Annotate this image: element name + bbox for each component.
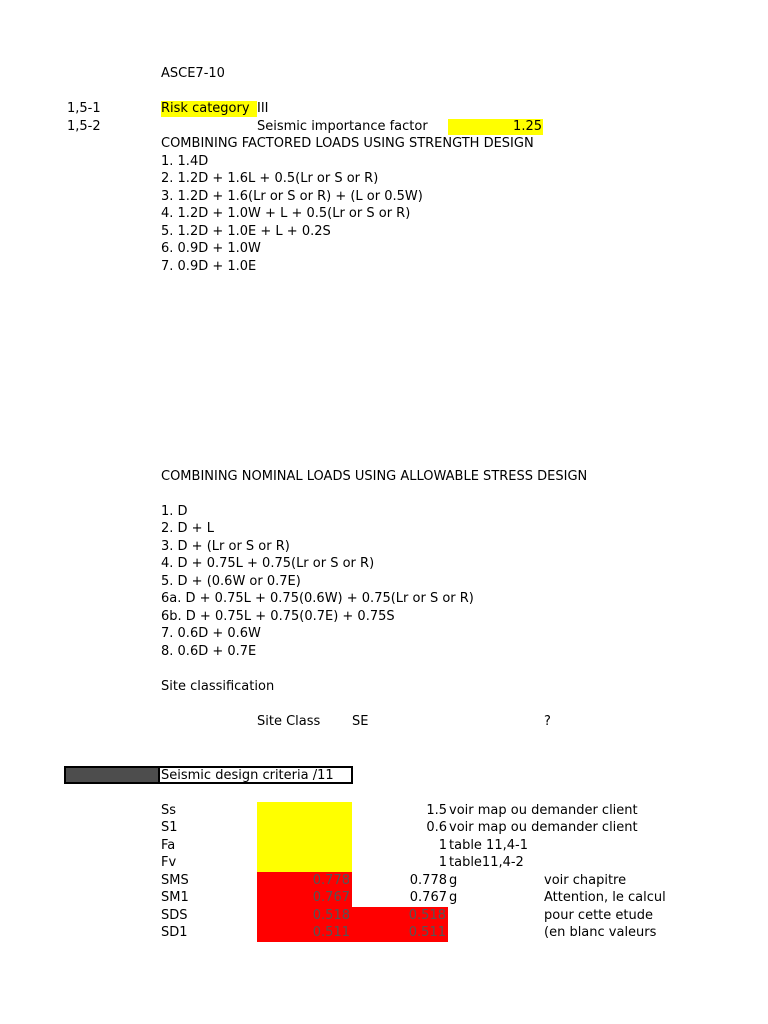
seismic-input: 0.778	[312, 873, 350, 888]
seismic-input: 0.511	[312, 925, 350, 940]
seismic-note: voir chapitre	[544, 873, 627, 888]
dark-header-cell	[64, 766, 160, 784]
seismic-label: Ss	[161, 803, 177, 818]
seismic-label: SD1	[161, 925, 188, 940]
strength-title: COMBINING FACTORED LOADS USING STRENGTH DESIGN	[161, 136, 534, 151]
seismic-note: voir map ou demander client	[449, 820, 638, 835]
strength-item: 7. 0.9D + 1.0E	[161, 259, 257, 274]
strength-item: 5. 1.2D + 1.0E + L + 0.2S	[161, 224, 331, 239]
seismic-label: S1	[161, 820, 178, 835]
seismic-input-yellow-block	[257, 802, 352, 872]
allowable-item: 7. 0.6D + 0.6W	[161, 626, 261, 641]
risk-ref: 1,5-1	[67, 101, 101, 116]
risk-category-value: III	[257, 101, 269, 116]
risk-category-label: Risk category	[161, 101, 257, 117]
seismic-note: Attention, le calcul	[544, 890, 666, 905]
allowable-item: 6a. D + 0.75L + 0.75(0.6W) + 0.75(Lr or S or R)	[161, 591, 474, 606]
seismic-note: table 11,4-1	[449, 838, 528, 853]
site-class-value: SE	[352, 714, 369, 729]
allowable-item: 3. D + (Lr or S or R)	[161, 539, 290, 554]
standard-title: ASCE7-10	[161, 66, 225, 81]
seismic-input: 0.767	[312, 890, 350, 905]
site-unknown-mark: ?	[544, 714, 551, 729]
seismic-label: Fv	[161, 855, 177, 870]
site-title: Site classification	[161, 679, 275, 694]
seismic-unit: g	[449, 890, 458, 905]
strength-item: 6. 0.9D + 1.0W	[161, 241, 261, 256]
seismic-value: 0.511	[408, 925, 446, 940]
seismic-value: 1	[438, 855, 447, 870]
allowable-title: COMBINING NOMINAL LOADS USING ALLOWABLE STRESS DESIGN	[161, 469, 588, 484]
seismic-value: 1	[438, 838, 447, 853]
allowable-item: 1. D	[161, 504, 188, 519]
seismic-note: voir map ou demander client	[449, 803, 638, 818]
strength-item: 3. 1.2D + 1.6(Lr or S or R) + (L or 0.5W)	[161, 189, 423, 204]
seismic-note: table11,4-2	[449, 855, 524, 870]
seismic-value: 0.6	[426, 820, 447, 835]
seismic-label: SMS	[161, 873, 189, 888]
seismic-value: 0.767	[409, 890, 447, 905]
allowable-item: 2. D + L	[161, 521, 214, 536]
seismic-value: 1.5	[426, 803, 447, 818]
allowable-item: 8. 0.6D + 0.7E	[161, 644, 257, 659]
strength-item: 4. 1.2D + 1.0W + L + 0.5(Lr or S or R)	[161, 206, 411, 221]
seismic-input: 0.518	[312, 908, 350, 923]
allowable-item: 5. D + (0.6W or 0.7E)	[161, 574, 301, 589]
strength-item: 2. 1.2D + 1.6L + 0.5(Lr or S or R)	[161, 171, 379, 186]
seismic-value: 0.518	[408, 908, 446, 923]
seismic-note: (en blanc valeurs	[544, 925, 657, 940]
importance-ref: 1,5-2	[67, 119, 101, 134]
seismic-label: SDS	[161, 908, 188, 923]
seismic-value: 0.778	[409, 873, 447, 888]
seismic-unit: g	[449, 873, 458, 888]
allowable-item: 6b. D + 0.75L + 0.75(0.7E) + 0.75S	[161, 609, 395, 624]
seismic-label: SM1	[161, 890, 189, 905]
importance-value: 1.25	[448, 119, 543, 135]
seismic-title: Seismic design criteria /11	[161, 768, 334, 783]
allowable-item: 4. D + 0.75L + 0.75(Lr or S or R)	[161, 556, 375, 571]
site-class-label: Site Class	[257, 714, 321, 729]
seismic-label: Fa	[161, 838, 176, 853]
seismic-note: pour cette etude	[544, 908, 653, 923]
importance-label: Seismic importance factor	[257, 119, 428, 134]
strength-item: 1. 1.4D	[161, 154, 209, 169]
